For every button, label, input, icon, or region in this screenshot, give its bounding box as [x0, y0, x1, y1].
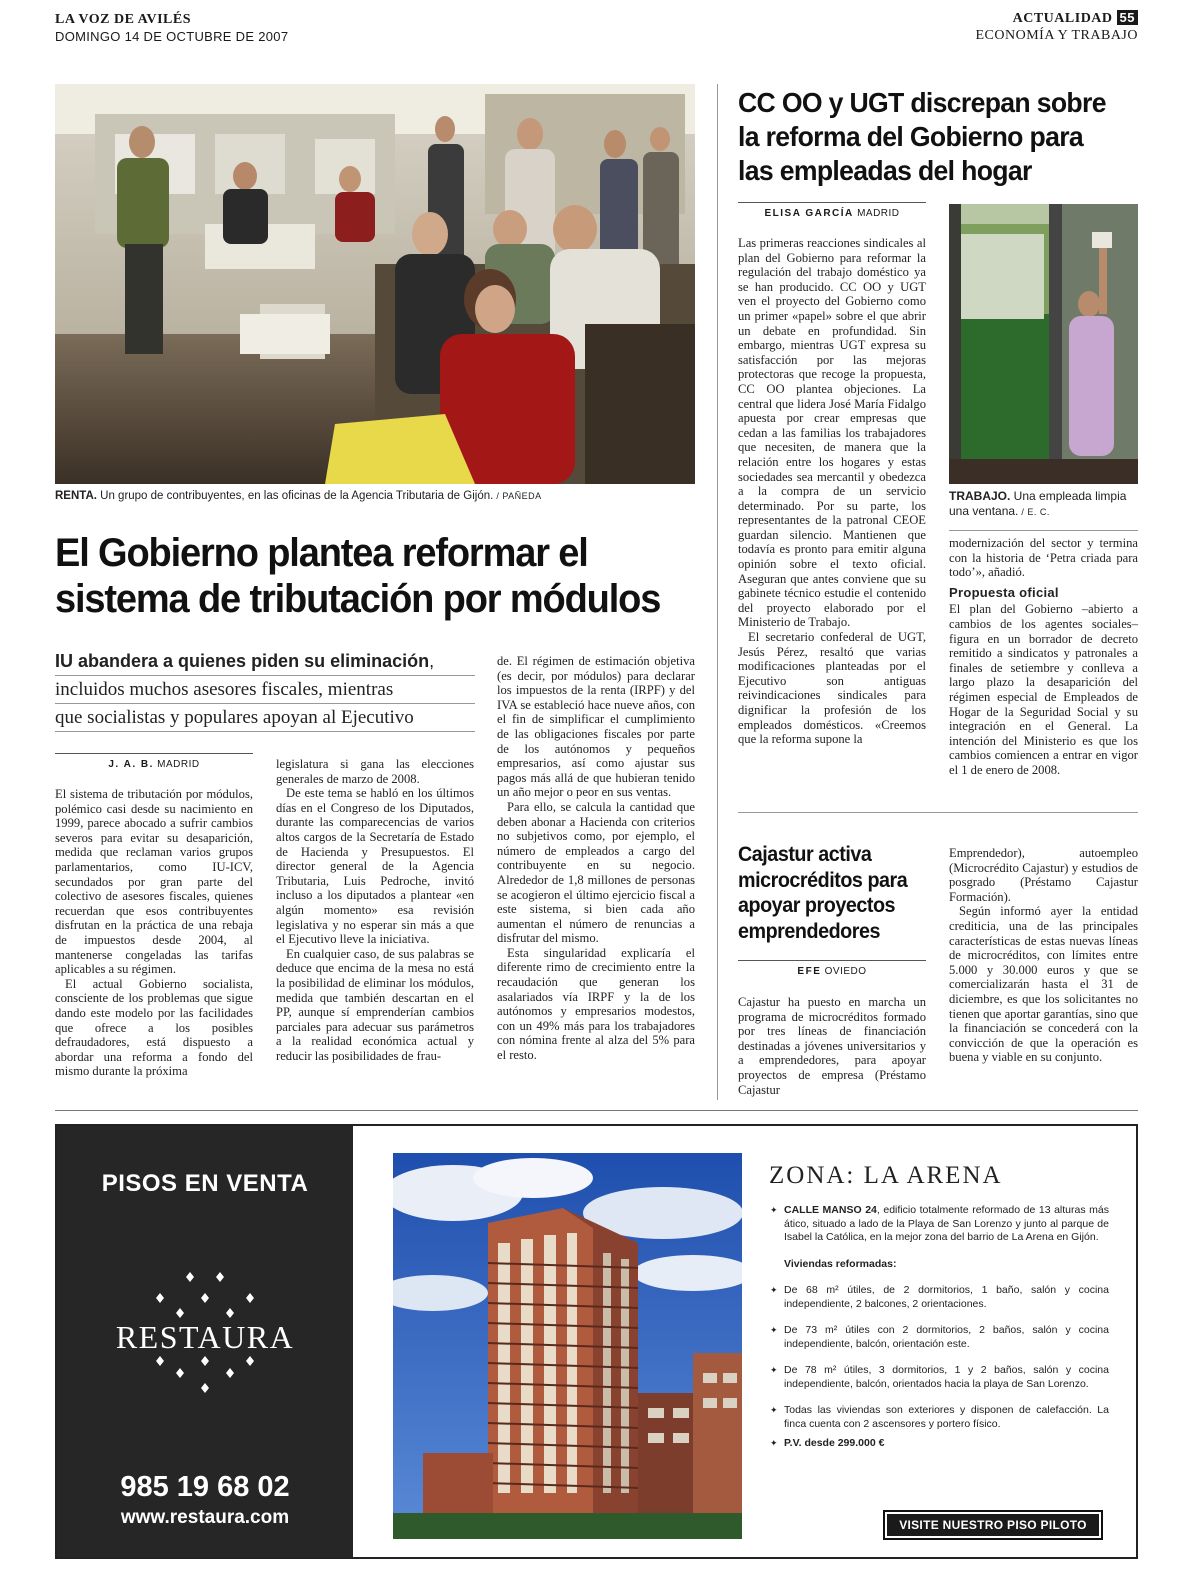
paragraph: El sistema de tributación por módulos, polémico casi desde su nacimiento en 1999, parece abocado a sufrir cambios severos para evitar su desaparición, medida que reclaman varios grupos parlamentarios, como IU-ICV, secundados por gran parte del colectivo de asesores fiscales, quienes recuerdan que esos contribuyentes disfrutan en la práctica de una rebaja de impuestos desde 2004, al mantenerse congeladas las tarifas aplicables a su régimen. [55, 787, 253, 977]
ad-phone[interactable]: 985 19 68 02 [120, 1471, 290, 1503]
bullet-icon: ✦ [770, 1365, 778, 1375]
ad-description [769, 1204, 1109, 1451]
subsection-name: ECONOMÍA Y TRABAJO [975, 28, 1138, 43]
ad-flat-text: De 73 m² útiles con 2 dormitorios, 2 baños, salón y cocina independiente, balcón, orientación este. [784, 1324, 1109, 1350]
bullet-icon: ✦ [770, 1285, 778, 1295]
main-byline [55, 753, 253, 770]
photo-credit: / E. C. [1018, 507, 1050, 517]
paragraph: modernización del sector y termina con la historia de ‘Petra criada para todo’», añadió. [949, 536, 1138, 580]
paragraph: Para ello, se calcula la cantidad que deben abonar a Hacienda con criterios no subjetivos como, por ejemplo, el número de empleados a cargo del contribuyente en su negocio. Alrededor de 1,8 millones de personas se acogieron el último ejercicio fiscal a este sistema, si bien cada año aumentan el número de renuncias a disfrutar del mismo. [497, 799, 695, 946]
ad-flat-item [769, 1324, 1109, 1351]
housekeeper-photo-image [949, 204, 1138, 484]
visit-show-flat-button[interactable] [883, 1510, 1103, 1540]
byline-author: ELISA GARCÍA [764, 208, 854, 219]
ad-website[interactable]: www.restaura.com [120, 1507, 290, 1528]
paragraph: El secretario confederal de UGT, Jesús Pérez, resaltó que varias modificaciones planteadas por el Ejecutivo son antiguas reivindicaciones sindicales para dignificar la profesión de los empleados domésticos. «Creemos que la reforma supone la [738, 630, 926, 747]
paragraph: legislatura si gana las elecciones generales de marzo de 2008. [276, 757, 474, 786]
tax-office-photo-image [55, 84, 695, 484]
caption-rule [949, 530, 1138, 531]
real-estate-ad [55, 1124, 1138, 1559]
issue-date: DOMINGO 14 DE OCTUBRE DE 2007 [55, 29, 289, 44]
ccoo-column-1 [738, 236, 926, 747]
paragraph: Según informó ayer la entidad crediticia, una de las principales características de estas nuevas líneas de microcréditos, con límites entre 5.000 y 30.000 euros y que se comercializarán hasta el 31 de diciembre, es que los solicitantes no tienen que aportar garantías, sino que la financiación se concederá con la convicción de que la operación es buena y viable en su conjunto. [949, 904, 1138, 1065]
housekeeper-photo [949, 204, 1138, 484]
ad-address: CALLE MANSO 24 [784, 1204, 877, 1216]
column-divider [717, 84, 718, 1100]
main-column-1 [55, 787, 253, 1079]
caption-text: Una empleada limpia una ventana. [949, 489, 1127, 518]
byline-author: J. A. B. [108, 759, 154, 770]
ad-intro [769, 1204, 1109, 1245]
tax-office-photo [55, 84, 695, 484]
crosshead: Propuesta oficial [949, 584, 1059, 600]
bullet-icon: ✦ [770, 1325, 778, 1335]
ad-flat-text: De 68 m² útiles, de 2 dormitorios, 1 baño, salón y cocina independiente, 2 balcones, 2 orientaciones. [784, 1284, 1109, 1310]
ad-note-text: Todas las viviendas son exteriores y disponen de calefacción. La finca cuenta con 2 ascensores y portero físico. [784, 1404, 1109, 1430]
ad-intro-text: , edificio totalmente reformado de 13 alturas más ático, situado a lado de la Playa de San Lorenzo y junto al parque de Isabel la Católica, en la mejor zona del barrio de La Arena en Gijón. [784, 1204, 1110, 1243]
main-headline: El Gobierno plantea reformar el sistema de tributación por módulos [55, 531, 661, 621]
ad-brand-panel [57, 1126, 353, 1557]
ad-price-text: P.V. desde 299.000 € [784, 1437, 885, 1449]
cajastur-column-2 [949, 846, 1138, 1065]
ad-flat-item [769, 1284, 1109, 1311]
byline-author: EFE [797, 966, 822, 977]
ad-price [769, 1437, 1109, 1451]
subhead-lead: IU abandera a quienes piden su eliminación [55, 651, 430, 671]
page-header-left [55, 12, 288, 44]
ad-subtitle: Viviendas reformadas: [784, 1257, 897, 1270]
caption-label: RENTA. [55, 490, 97, 502]
caption-label: TRABAJO. [949, 489, 1011, 503]
bullet-icon: ✦ [770, 1438, 778, 1448]
paragraph: Emprendedor), autoempleo (Microcrédito Cajastur) y estudios de posgrado (Préstamo Cajastur Formación). [949, 846, 1138, 904]
page-number: 55 [1117, 10, 1138, 25]
ad-brand-name: RESTAURA [115, 1319, 295, 1355]
paragraph: De este tema se habló en los últimos días en el Congreso de los Diputados, durante las comparecencias de varios altos cargos de la Secretaría de Estado de Hacienda y Presupuestos. El director general de la Agencia Tributaria, Luis Pedroche, invitó incluso a los diputados a plantear «en algún momento» esa revisión legislativa y no esperar sin más a que el Ejecutivo lleve la iniciativa. [276, 786, 474, 947]
paragraph: Cajastur ha puesto en marcha un programa de microcréditos formado por tres líneas de financiación destinadas a jóvenes universitarios y a emprendedores, para apoyar proyectos de empresa (Préstamo Cajastur [738, 995, 926, 1097]
paragraph: El plan del Gobierno –abierto a cambios de los agentes sociales– figura en un borrador de decreto remitido a sindicatos y patronales a finales de setiembre y conlleva a largo plazo la desaparición del régimen especial de Empleados de Hogar de la Seguridad Social y su integración en el General. La intención del Ministerio es que los cambios comiencen a entrar en vigor el 1 de enero de 2008. [949, 602, 1138, 777]
subhead-line-2: incluidos muchos asesores fiscales, mientras [55, 676, 475, 704]
main-column-3 [497, 654, 695, 1063]
ad-zone-title: ZONA: LA ARENA [769, 1162, 1003, 1189]
cajastur-headline: Cajastur activa microcréditos para apoyar proyectos emprendedores [738, 843, 908, 943]
ad-title: PISOS EN VENTA [101, 1170, 309, 1197]
paragraph: de. El régimen de estimación objetiva (es decir, por módulos) para declarar los impuestos de la renta (IRPF) y del IVA se estableció hace nueve años, con el fin de simplificar el cumplimiento de las obligaciones fiscales por parte de los autónomos y pequeños empresarios, así como ajustar sus pagos más allá de que hubieran tenido un año mejor o peor en sus ventas. [497, 654, 695, 800]
building-photo [393, 1153, 742, 1539]
main-subhead [55, 648, 475, 732]
bullet-icon: ✦ [770, 1205, 778, 1215]
main-column-2 [276, 757, 474, 1063]
article-divider [738, 812, 1138, 813]
newspaper-name: LA VOZ DE AVILÉS [55, 12, 191, 27]
ccoo-byline [738, 202, 926, 219]
ad-flat-item [769, 1364, 1109, 1391]
subhead-line-3: que socialistas y populares apoyan al Ejecutivo [55, 704, 475, 732]
paragraph: Esta singularidad explicaría el diferente rimo de crecimiento entre la recaudación que generan los asalariados vía IRPF y la de los autónomos y empresarios modestos, con un 49% más para los trabajadores con nómina frente al alza del 5% para el resto. [497, 945, 695, 1063]
housekeeper-caption [949, 489, 1139, 520]
paragraph: En cualquier caso, de sus palabras se deduce que encima de la mesa no está la posibilidad de eliminar los módulos, medida que también descartan en el PP, aunque sí emprenderían cambios parciales para adecuar sus parámetros a la realidad económica actual y reducir las posibilidades de frau- [276, 946, 474, 1063]
caption-text: Un grupo de contribuyentes, en las oficinas de la Agencia Tributaria de Gijón. [96, 490, 494, 502]
section-name: ACTUALIDAD [1012, 11, 1113, 26]
cajastur-column-1 [738, 995, 926, 1097]
byline-place: MADRID [157, 759, 200, 770]
byline-place: OVIEDO [824, 966, 867, 977]
main-photo-caption [55, 489, 705, 504]
section-line [976, 10, 1139, 27]
byline-place: MADRID [857, 208, 900, 219]
ccoo-column-2 [949, 536, 1138, 778]
subhead-lead-tail: , [429, 651, 435, 671]
ad-flat-text: De 78 m² útiles, 3 dormitorios, 1 y 2 baños, salón y cocina independiente, balcón, orientados hacia la playa de San Lorenzo. [784, 1364, 1109, 1390]
page-header-right [976, 10, 1139, 44]
ccoo-headline: CC OO y UGT discrepan sobre la reforma del Gobierno para las empleadas del hogar [738, 87, 1106, 186]
photo-credit: / PAÑEDA [493, 491, 542, 501]
bullet-icon: ✦ [770, 1405, 778, 1415]
paragraph: Las primeras reacciones sindicales al plan del Gobierno para reformar la regulación del trabajo doméstico ya se han producido. CC OO y UGT ven el proyecto del Gobierno como un primer «papel» sobre el que abrir un debate en profundidad. Sin embargo, mientras UGT expresa su satisfacción por las mejoras protectoras que recoge la propuesta, CC OO plantea objeciones. La central que lidera José María Fidalgo apuesta por crear empresas que cedan a las familias los trabajadores que necesiten, de manera que la relación entre los hogares y estas sociedades sea mercantil y obedezca a la compra de un servicio determinado. Por su parte, los representantes de la patronal CEOE guardan silencio. Mantienen que todavía es pronto para emitir alguna opinión sobre el texto oficial. Aseguran que antes conviene que su gabinete técnico estudie el contenido del proyecto elaborado por el Ministerio de Trabajo. [738, 236, 926, 630]
building-photo-image [393, 1153, 742, 1539]
paragraph: El actual Gobierno socialista, consciente de los problemas que sigue dando este modelo por las facilidades que ofrece a los posibles defraudadores, está dispuesto a abordar una reforma a fondo del mismo durante la próxima [55, 976, 253, 1079]
ad-separator [55, 1110, 1138, 1111]
visit-show-flat-label: VISITE NUESTRO PISO PILOTO [887, 1514, 1099, 1536]
cajastur-byline [738, 960, 926, 977]
subhead-line-1 [55, 648, 475, 676]
ad-note [769, 1404, 1109, 1431]
